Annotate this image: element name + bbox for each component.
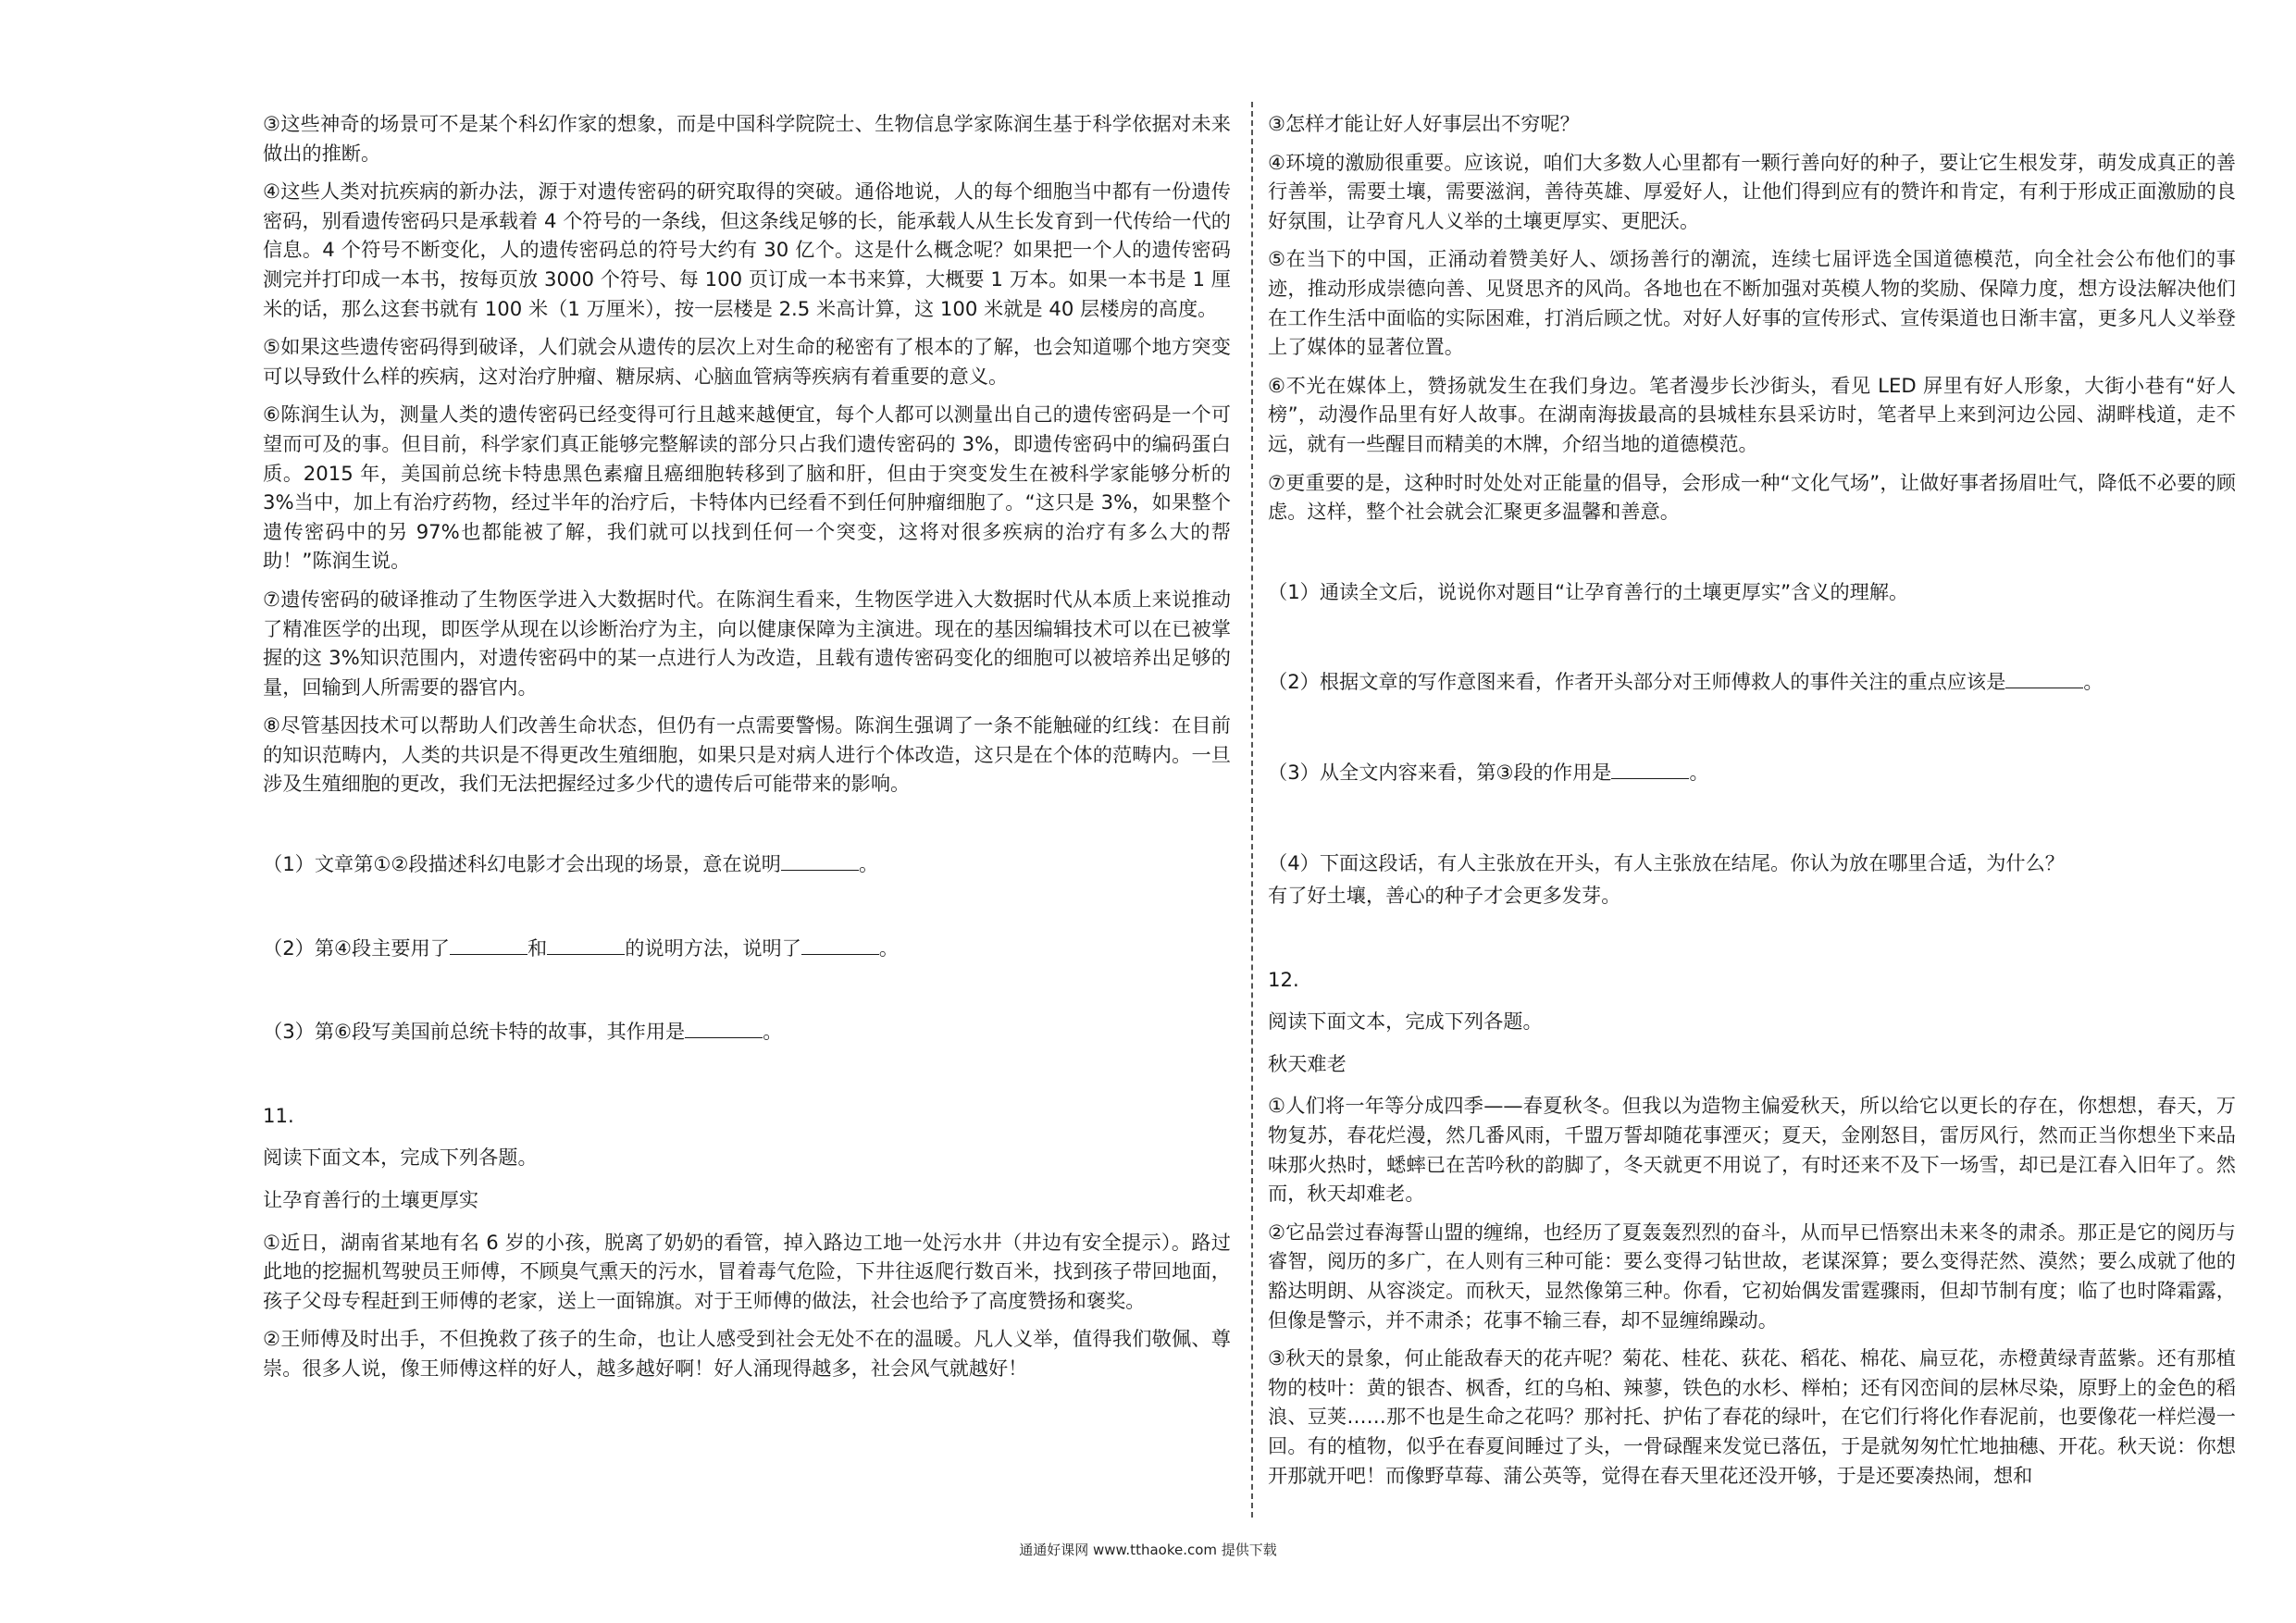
question-11-1: （1）通读全文后，说说你对题目“让孕育善行的土壤更厚实”含义的理解。 bbox=[1268, 579, 1909, 603]
question-end: 。 bbox=[763, 1020, 783, 1044]
paragraph-7: ⑦遗传密码的破译推动了生物医学进入大数据时代。在陈润生看来，生物医学进入大数据时代从本质上来说推动了精准医学的出现，即医学从现在以诊断治疗为主，向以健康保障为主演进。现在的基因编辑技术可以在已被掌握的这 3%知识范围内，对遗传密码中的某一点进行人为改造，且载有遗传密码变化的细胞可以被培养出足够的量，回输到人所需要的器官内。 bbox=[263, 587, 1231, 699]
right-column bbox=[1268, 109, 2236, 1499]
question-11-4: （4）下面这段话，有人主张放在开头，有人主张放在结尾。你认为放在哪里合适，为什么？ bbox=[1268, 850, 2065, 874]
question-text: （3）从全文内容来看，第③段的作用是 bbox=[1268, 760, 1612, 784]
page-footer: 通通好课网 www.tthaoke.com 提供下载 bbox=[1019, 1542, 1277, 1558]
paragraph-4: ④这些人类对抗疾病的新办法，源于对遗传密码的研究取得的突破。通俗地说，人的每个细胞当中都有一份遗传密码，别看遗传密码只是承载着 4 个符号的一条线，但这条线足够的长，能承载人从生长发育到一代传给一代的信息。4 个符号不断变化，人的遗传密码总的符号大约有 30 亿个。这是什么概念呢？如果把一个人的遗传密码测完并打印成一本书，按每页放 3000 个符号、每 100 页订成一本书来算，大概要 1 万本。如果一本书是 1 厘米的话，那么这套书就有 100 米（1 万厘米），按一层楼是 2.5 米高计算，这 100 米就是 40 层楼房的高度。 bbox=[263, 180, 1231, 320]
essay-paragraph-2: ②它品尝过春海誓山盟的缠绵，也经历了夏轰轰烈烈的奋斗，从而早已悟察出未来冬的肃杀。那正是它的阅历与睿智，阅历的多广，在人则有三种可能：要么变得刁钻世故，老谋深算；要么变得茫然、漠然；要么成就了他的豁达明朗、从容淡定。而秋天，显然像第三种。你看，它初始偶发雷霆骤雨，但却节制有度；临了也时降霜露，但像是警示，并不肃杀；花事不输三春，却不显缠绵躁动。 bbox=[1268, 1220, 2236, 1332]
article-title-11: 让孕育善行的土壤更厚实 bbox=[263, 1188, 479, 1212]
essay-paragraph-3: ③秋天的景象，何止能敌春天的花卉呢？菊花、桂花、荻花、稻花、棉花、扁豆花，赤橙黄绿青蓝紫。还有那植物的枝叶：黄的银杏、枫香，红的乌桕、辣蓼，铁色的水杉、榉柏；还有冈峦间的层林尽染，原野上的金色的稻浪、豆荚……那不也是生命之花吗？那衬托、护佑了春花的绿叶，在它们行将化作春泥前，也要像花一样烂漫一回。有的植物，似乎在春夏间睡过了头，一骨碌醒来发觉已落伍，于是就匆匆忙忙地抽穗、开花。秋天说：你想开那就开吧！而像野草莓、蒲公英等，觉得在春天里花还没开够，于是还要凑热闹，想和 bbox=[1268, 1346, 2236, 1487]
left-column bbox=[263, 109, 1231, 1393]
question-text: （2）第④段主要用了 bbox=[263, 935, 450, 960]
column-divider bbox=[1251, 102, 1253, 1518]
question-11-4-quote: 有了好土壤，善心的种子才会更多发芽。 bbox=[1268, 884, 1621, 908]
question-text: （2）根据文章的写作意图来看，作者开头部分对王师傅救人的事件关注的重点应该是 bbox=[1268, 670, 2006, 694]
article-paragraph-5: ⑤在当下的中国，正涌动着赞美好人、颂扬善行的潮流，连续七届评选全国道德模范，向全社会公布他们的事迹，推动形成崇德向善、见贤思齐的风尚。各地也在不断加强对英模人物的奖励、保障力度，想方设法解决他们在工作生活中面临的实际困难，打消后顾之忧。对好人好事的宣传形式、宣传渠道也日渐丰富，更多凡人义举登上了媒体的显著位置。 bbox=[1268, 247, 2236, 359]
article-paragraph-4: ④环境的激励很重要。应该说，咱们大多数人心里都有一颗行善向好的种子，要让它生根发芽，萌发成真正的善行善举，需要土壤，需要滋润，善待英雄、厚爱好人，让他们得到应有的赞许和肯定，有利于形成正面激励的良好氛围，让孕育凡人义举的土壤更厚实、更肥沃。 bbox=[1268, 150, 2236, 232]
article-paragraph-6: ⑥不光在媒体上，赞扬就发生在我们身边。笔者漫步长沙街头，看见 LED 屏里有好人形象，大街小巷有“好人榜”，动漫作品里有好人故事。在湖南海拔最高的县城桂东县采访时，笔者早上来到河边公园、湖畔栈道，走不远，就有一些醒目而精美的木牌，介绍当地的道德模范。 bbox=[1268, 373, 2236, 455]
answer-blank[interactable] bbox=[801, 934, 879, 955]
paragraph-3: ③这些神奇的场景可不是某个科幻作家的想象，而是中国科学院院士、生物信息学家陈润生基于科学依据对未来做出的推断。 bbox=[263, 112, 1231, 165]
article-paragraph-7: ⑦更重要的是，这种时时处处对正能量的倡导，会形成一种“文化气场”，让做好事者扬眉吐气，降低不必要的顾虑。这样，整个社会就会汇聚更多温馨和善意。 bbox=[1268, 470, 2236, 524]
question-number-12: 12. bbox=[1268, 967, 1299, 991]
paragraph-6: ⑥陈润生认为，测量人类的遗传密码已经变得可行且越来越便宜，每个人都可以测量出自己的遗传密码是一个可望而可及的事。但目前，科学家们真正能够完整解读的部分只占我们遗传密码的 3%，即遗传密码中的编码蛋白质。2015 年，美国前总统卡特患黑色素瘤且癌细胞转移到了脑和肝，但由于突变发生在被科学家能够分析的 3%当中，加上有治疗药物，经过半年的治疗后，卡特体内已经看不到任何肿瘤细胞了。“这只是 3%，如果整个遗传密码中的另 97%也都能被了解，我们就可以找到任何一个突变，这将对很多疾病的治疗有多么大的帮助！”陈润生说。 bbox=[263, 403, 1231, 573]
question-text: 和 bbox=[527, 935, 548, 960]
answer-blank[interactable] bbox=[547, 934, 625, 955]
answer-blank[interactable] bbox=[450, 934, 527, 955]
answer-blank[interactable] bbox=[685, 1017, 763, 1038]
question-11-2 bbox=[1268, 667, 2236, 697]
answer-blank[interactable] bbox=[781, 849, 859, 871]
question-end: 。 bbox=[1689, 760, 1709, 784]
question-end: 。 bbox=[858, 852, 879, 876]
question-2 bbox=[263, 934, 1231, 963]
question-text: （3）第⑥段写美国前总统卡特的故事，其作用是 bbox=[263, 1020, 686, 1044]
paragraph-5: ⑤如果这些遗传密码得到破译，人们就会从遗传的层次上对生命的秘密有了根本的了解，也会知道哪个地方突变可以导致什么样的疾病，这对治疗肿瘤、糖尿病、心脑血管病等疾病有着重要的意义。 bbox=[263, 335, 1231, 388]
answer-blank[interactable] bbox=[2005, 667, 2083, 688]
question-number-11: 11. bbox=[263, 1103, 294, 1127]
answer-blank[interactable] bbox=[1611, 758, 1689, 779]
instruction-12: 阅读下面文本，完成下列各题。 bbox=[1268, 1010, 1543, 1034]
question-text: （1）文章第①②段描述科幻电影才会出现的场景，意在说明 bbox=[263, 852, 781, 876]
question-11-3 bbox=[1268, 758, 2236, 787]
question-3 bbox=[263, 1017, 1231, 1047]
instruction-11: 阅读下面文本，完成下列各题。 bbox=[263, 1146, 538, 1170]
article-title-12: 秋天难老 bbox=[1268, 1051, 1347, 1075]
article-paragraph-1: ①近日，湖南省某地有名 6 岁的小孩，脱离了奶奶的看管，掉入路边工地一处污水井（井边有安全提示）。路过此地的挖掘机驾驶员王师傅，不顾臭气熏天的污水，冒着毒气危险，下井往返爬行数百米，找到孩子带回地面，孩子父母专程赶到王师傅的老家，送上一面锦旗。对于王师傅的做法，社会也给予了高度赞扬和褒奖。 bbox=[263, 1230, 1231, 1312]
paragraph-8: ⑧尽管基因技术可以帮助人们改善生命状态，但仍有一点需要警惕。陈润生强调了一条不能触碰的红线：在目前的知识范畴内，人类的共识是不得更改生殖细胞，如果只是对病人进行个体改造，这只是在个体的范畴内。一旦涉及生殖细胞的更改，我们无法把握经过多少代的遗传后可能带来的影响。 bbox=[263, 713, 1231, 796]
question-end: 。 bbox=[2083, 670, 2104, 694]
question-end: 。 bbox=[878, 935, 900, 960]
essay-paragraph-1: ①人们将一年等分成四季——春夏秋冬。但我以为造物主偏爱秋天，所以给它以更长的存在，你想想，春天，万物复苏，春花烂漫，然几番风雨，千盟万誓却随花事湮灭；夏天，金刚怒目，雷厉风行，然而正当你想坐下来品味那火热时，蟋蟀已在苦吟秋的韵脚了，冬天就更不用说了，有时还来不及下一场雪，却已是江春入旧年了。然而，秋天却难老。 bbox=[1268, 1094, 2236, 1206]
article-paragraph-2: ②王师傅及时出手，不但挽救了孩子的生命，也让人感受到社会无处不在的温暖。凡人义举，值得我们敬佩、尊崇。很多人说，像王师傅这样的好人，越多越好啊！好人涌现得越多，社会风气就越好！ bbox=[263, 1327, 1231, 1380]
question-1 bbox=[263, 849, 1231, 879]
question-text: 的说明方法，说明了 bbox=[625, 935, 801, 960]
article-paragraph-3: ③怎样才能让好人好事层出不穷呢？ bbox=[1268, 112, 1580, 135]
